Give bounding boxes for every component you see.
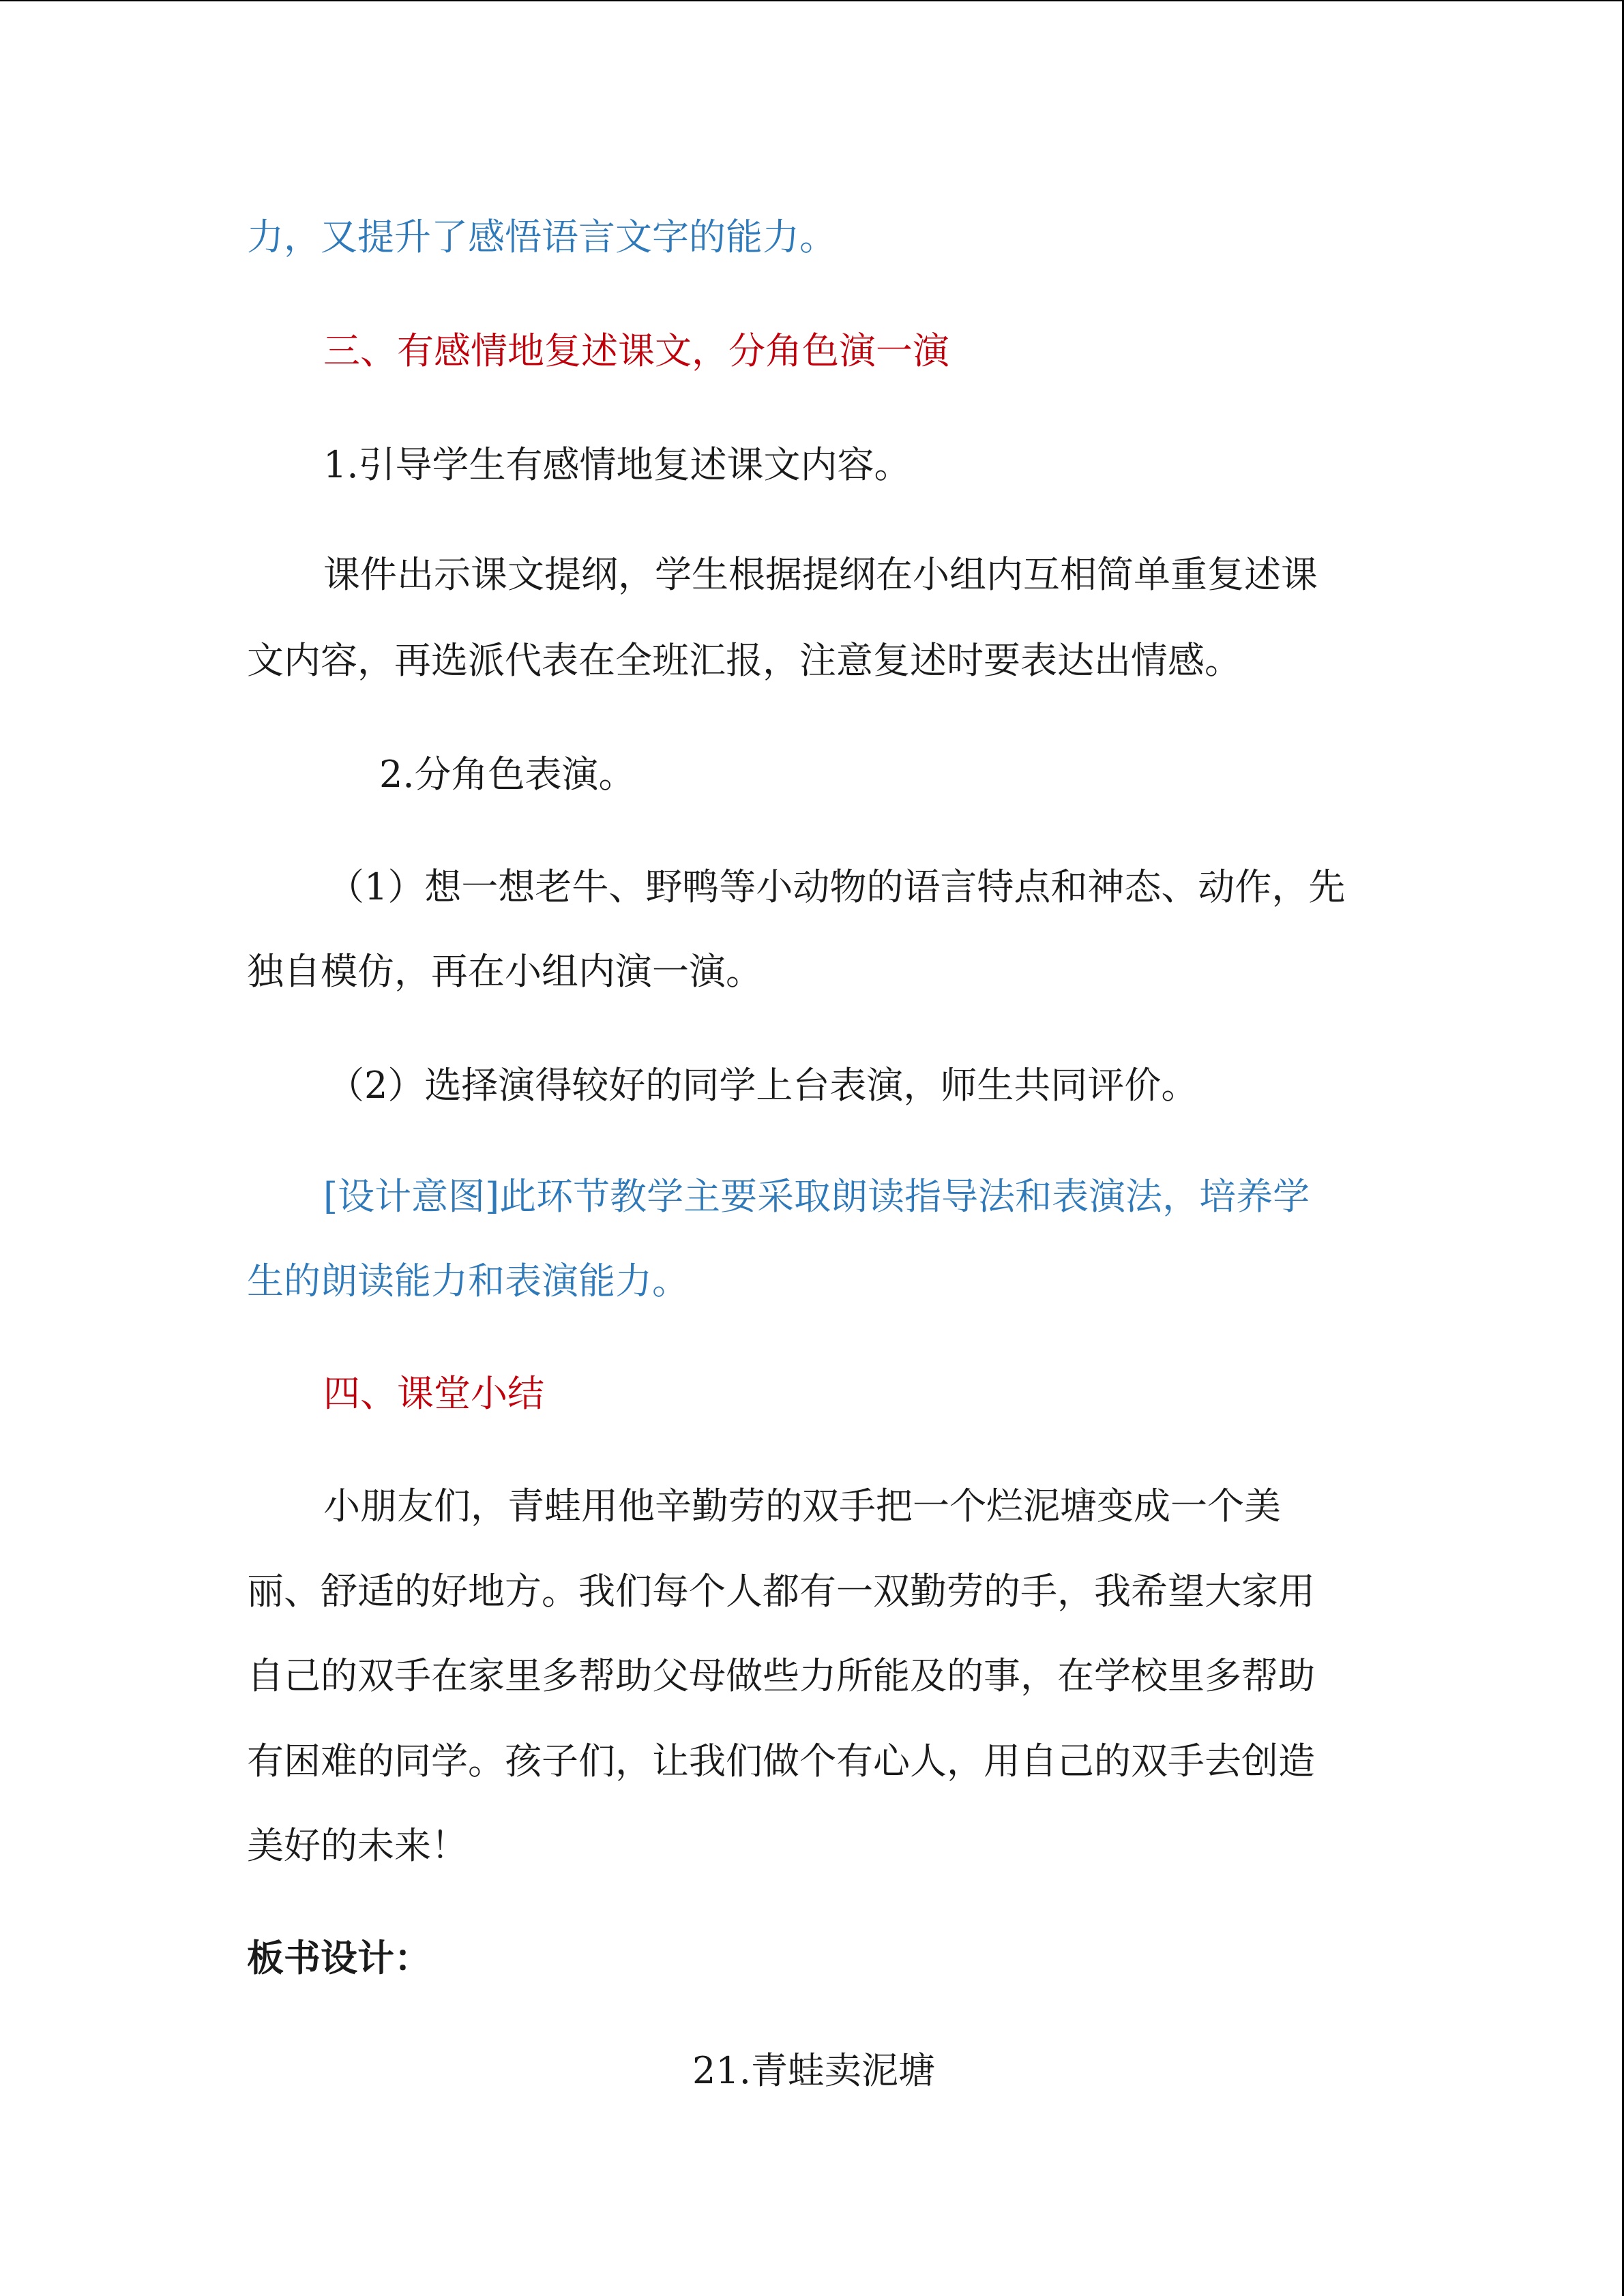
board-title: 21.青蛙卖泥塘 bbox=[692, 2049, 935, 2092]
page-top-border bbox=[0, 0, 1624, 1]
step2-heading: 2.分角色表演。 bbox=[379, 753, 636, 796]
board-design-label: 板书设计： bbox=[247, 1936, 431, 1980]
step2-item2: （2）选择演得较好的同学上台表演，师生共同评价。 bbox=[327, 1064, 1198, 1107]
summary-line-5: 美好的未来！ bbox=[247, 1824, 468, 1867]
section3-heading: 三、有感情地复述课文，分角色演一演 bbox=[323, 329, 949, 372]
step1-heading: 1.引导学生有感情地复述课文内容。 bbox=[323, 443, 911, 486]
step1-body-line-1: 课件出示课文提纲，学生根据提纲在小组内互相简单重复述课 bbox=[323, 553, 1318, 596]
step2-item1-line-1: （1）想一想老牛、野鸭等小动物的语言特点和神态、动作，先 bbox=[327, 865, 1346, 908]
summary-line-1: 小朋友们，青蛙用他辛勤劳的双手把一个烂泥塘变成一个美 bbox=[323, 1485, 1281, 1527]
summary-line-4: 有困难的同学。孩子们，让我们做个有心人，用自己的双手去创造 bbox=[247, 1740, 1315, 1783]
design-intent-line-2: 生的朗读能力和表演能力。 bbox=[247, 1259, 689, 1302]
section4-heading: 四、课堂小结 bbox=[323, 1372, 544, 1415]
summary-line-2: 丽、舒适的好地方。我们每个人都有一双勤劳的手，我希望大家用 bbox=[247, 1570, 1315, 1613]
step2-item1-line-2: 独自模仿，再在小组内演一演。 bbox=[247, 950, 763, 993]
design-intent-line-1: [设计意图]此环节教学主要采取朗读指导法和表演法，培养学 bbox=[323, 1175, 1310, 1218]
summary-line-3: 自己的双手在家里多帮助父母做些力所能及的事，在学校里多帮助 bbox=[247, 1654, 1315, 1697]
intro-tail-text: 力，又提升了感悟语言文字的能力。 bbox=[247, 215, 836, 258]
step1-body-line-2: 文内容，再选派代表在全班汇报，注意复述时要表达出情感。 bbox=[247, 639, 1241, 682]
